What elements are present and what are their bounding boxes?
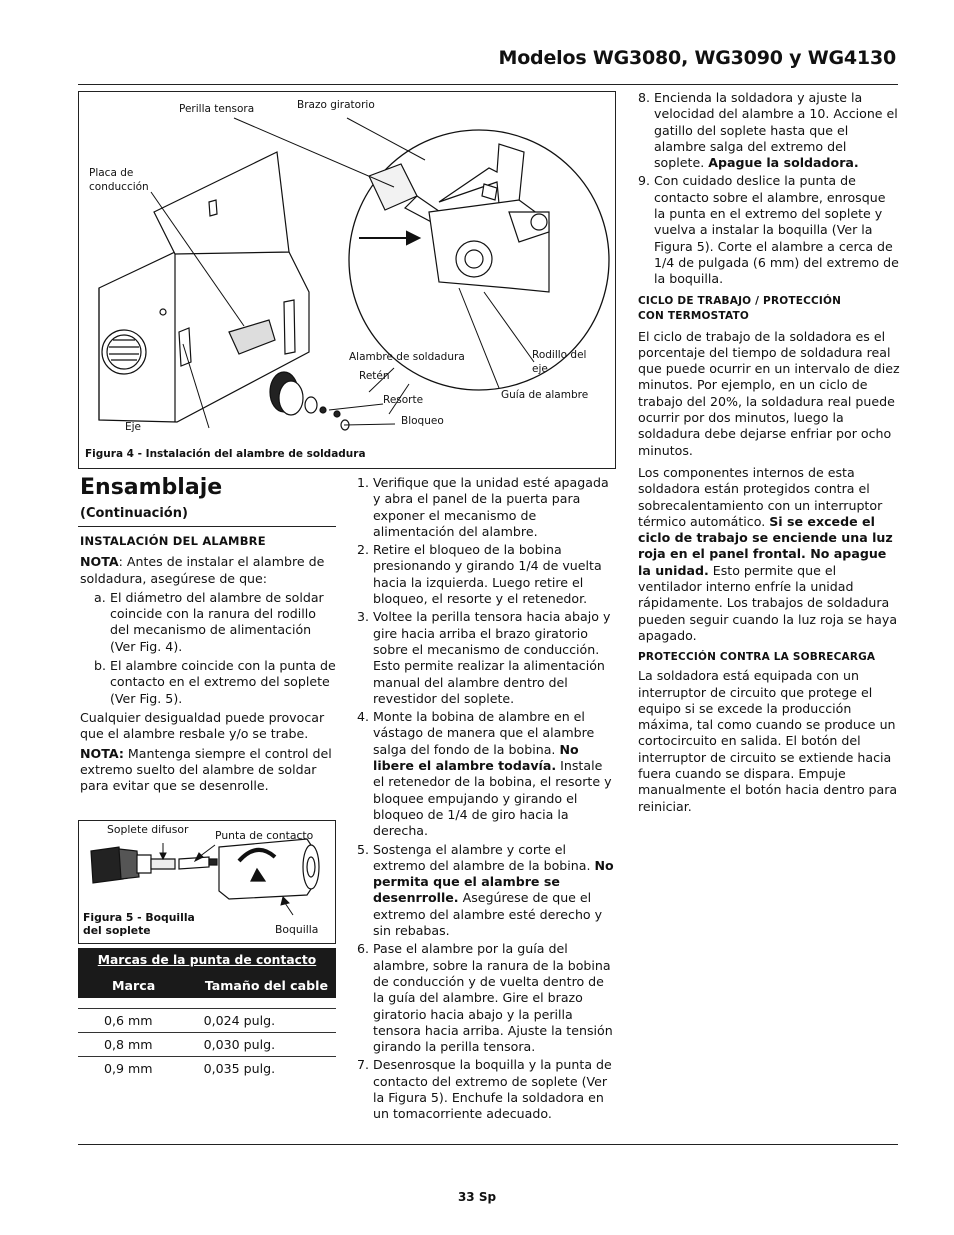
label-brazo-giratorio: Brazo giratorio: [297, 99, 375, 111]
page-title: Modelos WG3080, WG3090 y WG4130: [498, 47, 896, 69]
label-eje: Eje: [125, 421, 142, 433]
step-item: 2. Retire el bloqueo de la bobina presionando y girando 1/4 de vuelta hacia la izquierda. Luego retire el bloqueo, el resorte y el retenedor.: [357, 542, 602, 607]
figure-4-caption: Figura 4 - Instalación del alambre de soldadura: [85, 448, 366, 460]
subtitle-rule: [78, 526, 336, 527]
welder-wire-feed-illustration: [79, 92, 615, 468]
table-row: 0,6 mm 0,024 pulg.: [78, 1008, 336, 1032]
step-item: 3. Voltee la perilla tensora hacia abajo y gire hacia arriba el brazo giratorio sobre el mecanismo de conducción. Esto permite realizar la alimentación manual del alambre dentro del revestidor del soplete.: [357, 609, 611, 706]
label-placa-conduccion: Placa de conducción: [89, 167, 149, 193]
ciclo-heading: CICLO DE TRABAJO / PROTECCIÓN CON TERMOSTATO: [638, 294, 842, 322]
table-title: Marcas de la punta de contacto: [78, 948, 336, 972]
sobrecarga-paragraph: La soldadora está equipada con un interruptor de circuito que protege el equipo si se excede la producción máxima, tal como cuando se produce un cortocircuito en salida. El botón del interruptor de circuito se extiende hacia fuera cuando se dispara. Empuje manualmente el botón hacia dentro para reiniciar.: [638, 668, 898, 814]
figure-5: [78, 820, 336, 944]
page-number: 33 Sp: [457, 1190, 497, 1204]
middle-column: [357, 475, 617, 1125]
table-row: 0,9 mm 0,035 pulg.: [104, 1060, 276, 1076]
figure-4: [78, 91, 616, 469]
step-item: 7. Desenrosque la boquilla y la punta de contacto del extremo de soplete (Ver la Figura 5). Enchufe la soldadora en un tomacorriente adecuado.: [357, 1057, 612, 1122]
nota-2: NOTA: Mantenga siempre el control del extremo suelto del alambre de soldar para evitar que se desenrolle.: [80, 745, 332, 794]
label-boquilla: Boquilla: [275, 923, 319, 936]
label-guia-alambre: Guía de alambre: [501, 389, 589, 401]
list-item: b. El alambre coincide con la punta de contacto en el extremo del soplete (Ver Fig. 5).: [94, 658, 336, 706]
label-punta-contacto: Punta de contacto: [215, 829, 314, 842]
label-reten: Retén: [359, 370, 390, 382]
ciclo-paragraph: El ciclo de trabajo de la soldadora es el porcentaje del tiempo de soldadura real que puede ocurrir en un intervalo de diez minutos. Por ejemplo, en un ciclo de trabajo del 20%, la soldadura real puede ocurrir por dos minutos, luego la soldadura debe dejarse enfriar por ocho minutos.: [638, 328, 900, 458]
left-body: [80, 533, 338, 797]
step-item: 8. Encienda la soldadora y ajuste la velocidad del alambre a 10. Accione el gatillo del soplete hasta que el alambre salga del extremo del soplete. Apague la soldadora.: [638, 90, 898, 171]
table-header-marca: Marca: [78, 972, 174, 998]
table-header-tamano: Tamaño del cable: [174, 972, 336, 998]
footer-rule: [78, 1144, 898, 1145]
section-subtitle: (Continuación): [80, 506, 188, 521]
left-column: [80, 475, 338, 521]
step-item: 6. Pase el alambre por la guía del alambre, sobre la ranura de la bobina de conducción y de vuelta dentro de la guía del alambre. Gire el brazo giratorio hacia abajo y la perilla tensora hacia arriba. Ajuste la tensión girando la perilla tensora.: [357, 941, 613, 1055]
figure-5-caption: Figura 5 - Boquilla del soplete: [83, 911, 195, 937]
step-item: 4. Monte la bobina de alambre en el vástago de manera que el alambre salga del fondo de la bobina. No libere el alambre todavía. Instale el retenedor de la bobina, el resorte y bloquee empujando y girando el bloqueo de 1/4 de giro hacia la derecha.: [357, 709, 612, 839]
label-perilla-tensora: Perilla tensora: [179, 103, 255, 115]
desigualdad-paragraph: Cualquier desigualdad puede provocar que el alambre resbale y/o se trabe.: [80, 709, 325, 742]
step-item: 1. Verifique que la unidad esté apagada y abra el panel de la puerta para exponer el mecanismo de alimentación del alambre.: [357, 475, 609, 539]
sobrecarga-heading: PROTECCIÓN CONTRA LA SOBRECARGA: [638, 651, 876, 664]
header-rule: [78, 84, 898, 85]
label-bloqueo: Bloqueo: [401, 415, 444, 427]
step-item: 9. Con cuidado deslice la punta de contacto sobre el alambre, enrosque la punta en el extremo del soplete y vuelva a instalar la boquilla (Ver la Figura 5). Corte el alambre a cerca de 1/4 de pulgada (6 mm) del extremo de la boquilla.: [638, 173, 899, 287]
step-item: 5. Sostenga el alambre y corte el extremo del alambre de la bobina. No permita que el alambre se desenrrolle. Asegúrese de que el extremo del alambre esté derecho y sin rebabas.: [357, 841, 614, 939]
componentes-paragraph: Los componentes internos de esta soldadora están protegidos contra el sobrecalentamiento con un interruptor térmico automático. Si se excede el ciclo de trabajo se enciende una luz roja en el panel frontal. No apague la unidad. Esto permite que el ventilador interno enfríe la unidad rápidamente. Los trabajos de soldadura pueden seguir cuando la luz roja se haya apagado.: [638, 464, 898, 643]
label-alambre-soldadura: Alambre de soldadura: [349, 351, 465, 363]
label-rodillo-eje: Rodillo del eje: [532, 349, 587, 375]
list-item: a. El diámetro del alambre de soldar coincide con la ranura del rodillo del mecanismo de alimentación (Ver Fig. 4).: [94, 589, 324, 654]
instalacion-heading: INSTALACIÓN DEL ALAMBRE: [80, 534, 266, 548]
section-title: Ensamblaje: [80, 475, 223, 500]
contact-tip-table: [78, 948, 336, 1080]
label-soplete-difusor: Soplete difusor: [107, 823, 189, 836]
table-row: 0,8 mm 0,030 pulg.: [78, 1032, 336, 1056]
nota-1: NOTA: Antes de instalar el alambre de soldadura, asegúrese de que:: [80, 554, 325, 586]
label-resorte: Resorte: [383, 394, 424, 406]
right-column: [638, 90, 900, 818]
